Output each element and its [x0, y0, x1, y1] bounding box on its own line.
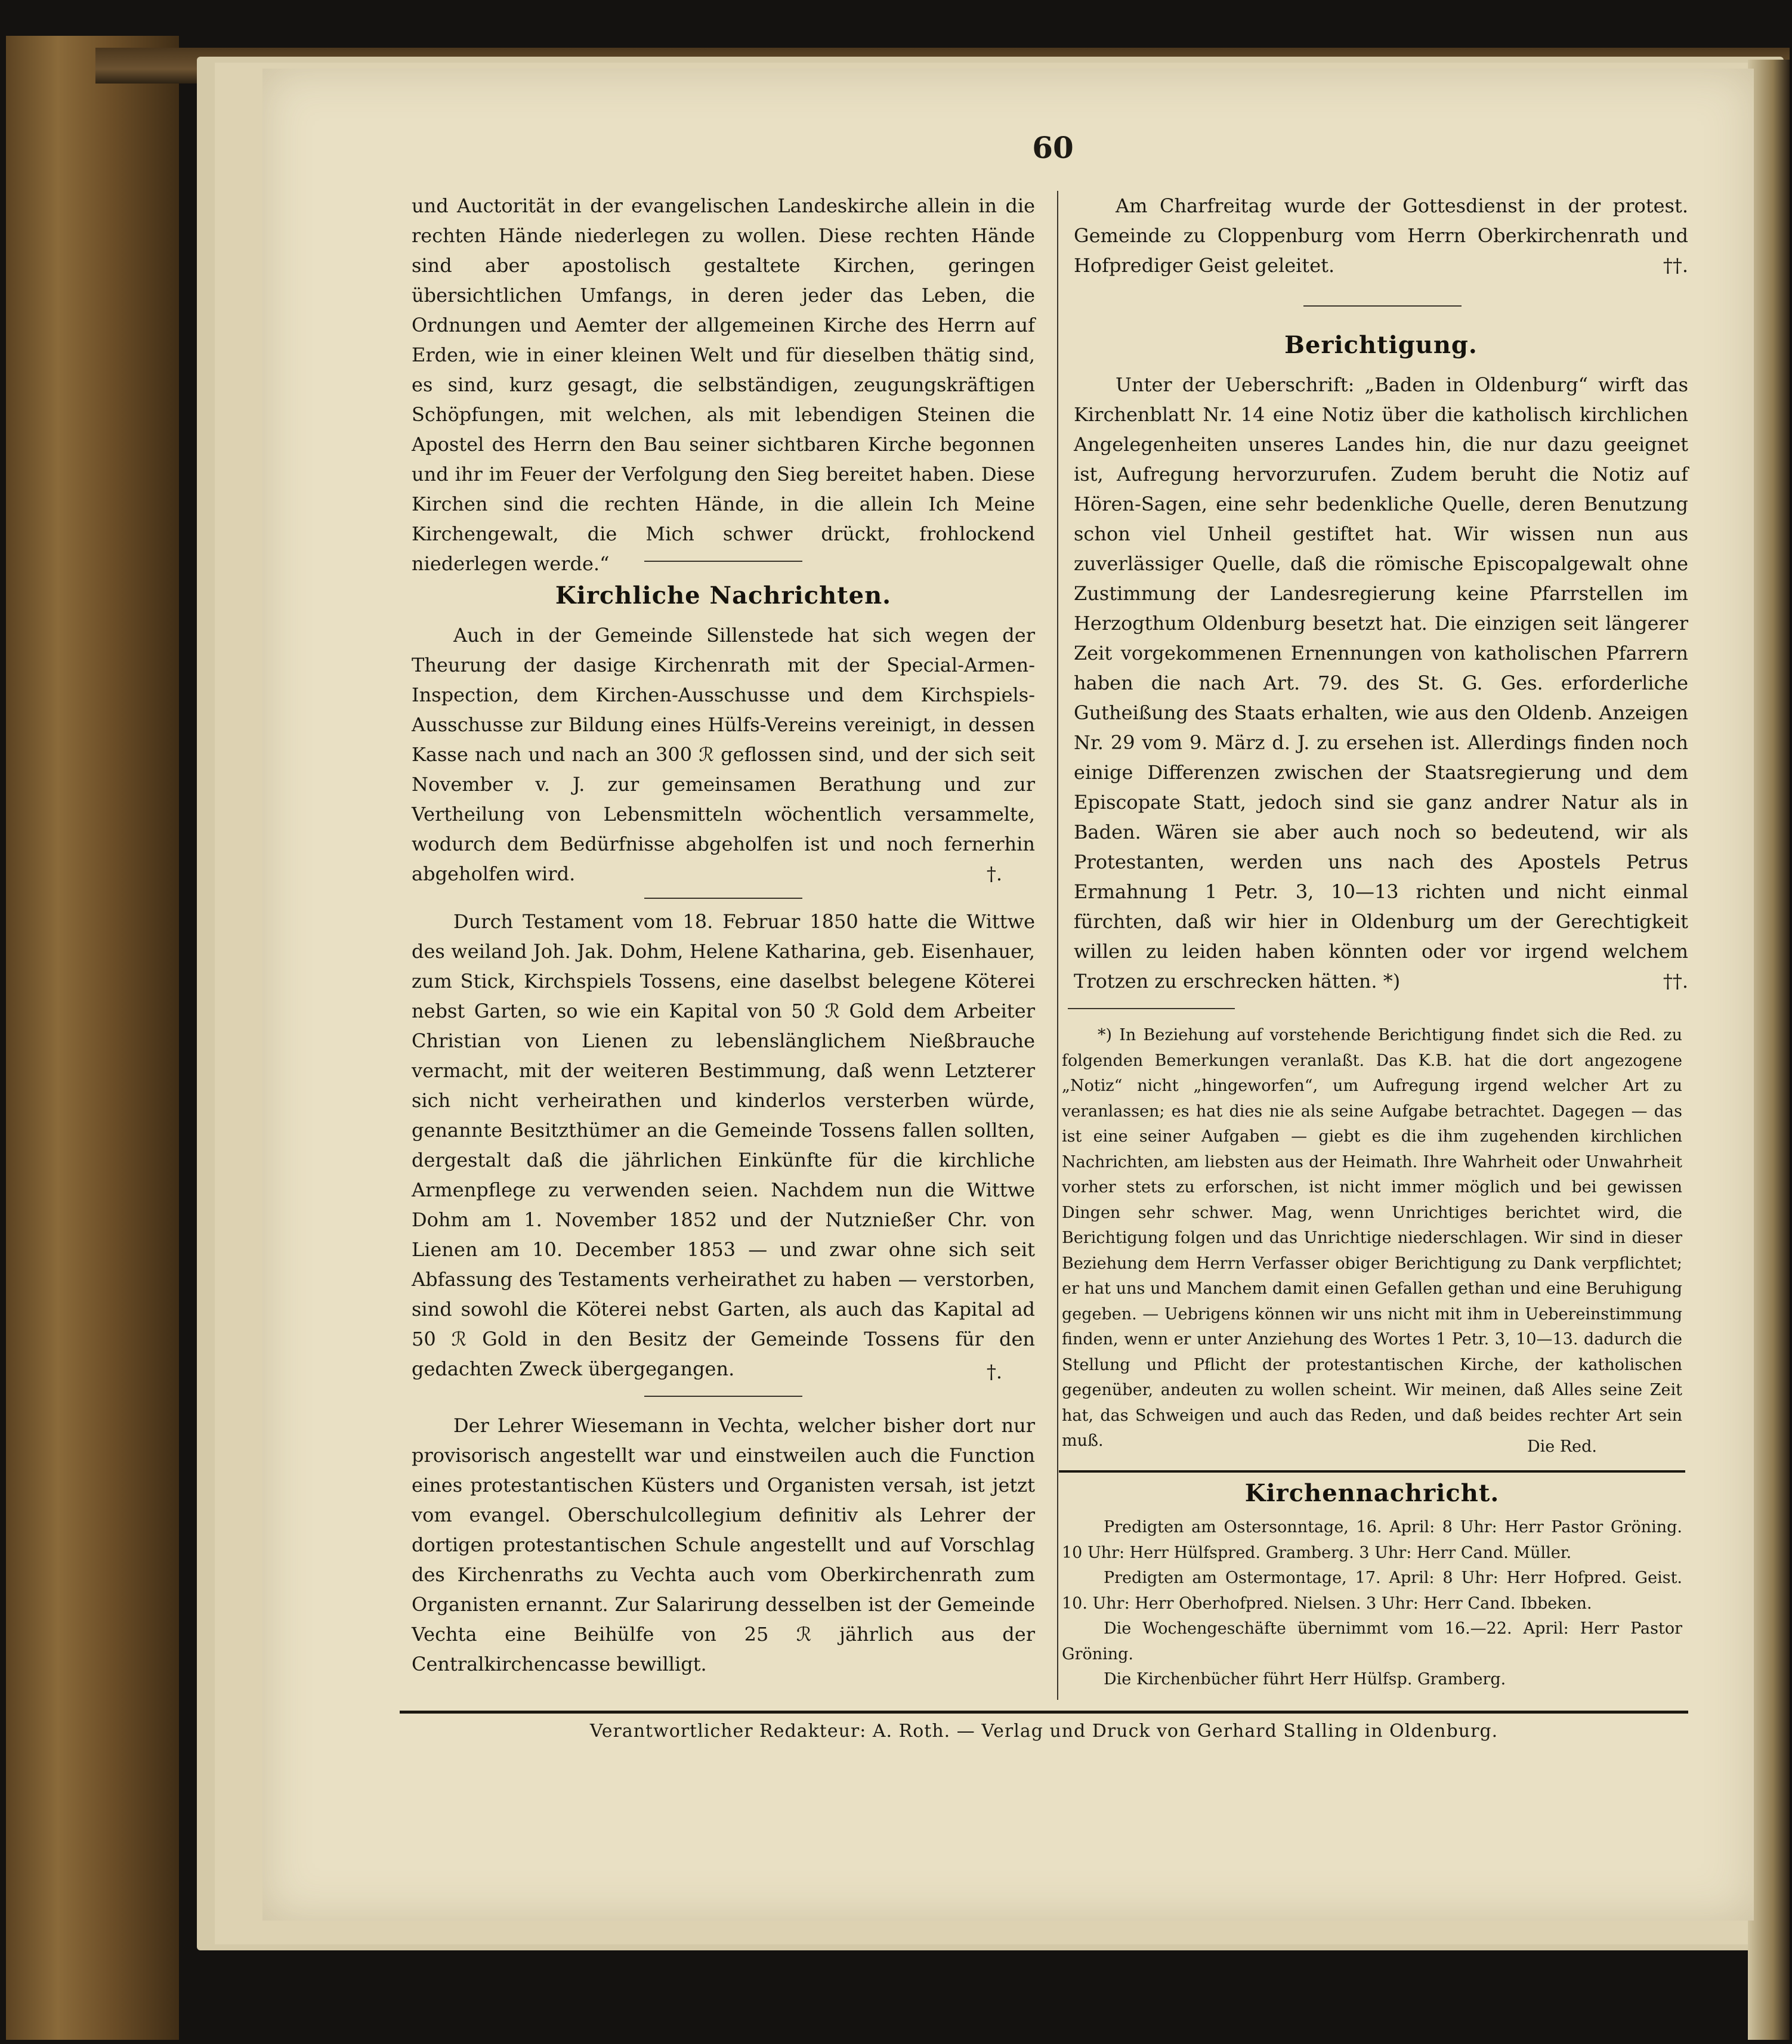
section-heading-kirchliche-nachrichten: Kirchliche Nachrichten. [555, 582, 892, 610]
article-sillenstede-text: Auch in der Gemeinde Sillenstede hat sich wegen der Theurung der dasige Kirchenrath mit der Special-Armen-Inspection, dem Kirchen-Ausschusse und dem Kirchspiels-Ausschusse zur Bildung eines Hülfs-Vereins vereinigt, in dessen Kasse nach und nach an 300 ℛ geflossen sind, und der sich seit November v. J. zur gemeinsamen Berathung und zur Vertheilung von Lebensmitteln wöchentlich versammelte, wodurch dem Bedürfnisse abgeholfen ist und noch fernerhin abgeholfen wird. [412, 624, 1035, 885]
correction-text: Unter der Ueberschrift: „Baden in Oldenburg“ wirft das Kirchenblatt Nr. 14 eine Notiz über die katholisch kirchlichen Angelegenheiten unseres Landes hin, die nur dazu geeignet ist, Aufregung hervorzurufen. Zudem beruht die Notiz auf Hören-Sagen, eine sehr bedenkliche Quelle, deren Benutzung schon viel Unheil gestiftet hat. Wir wissen nun aus zuverlässiger Quelle, daß die römische Episcopalgewalt ohne Zustimmung der Landesregierung keine Pfarrstellen im Herzogthum Oldenburg besetzt hat. Die einzigen seit längerer Zeit vorgekommenen Ernennungen von katholischen Pfarrern haben die nach Art. 79. des St. G. Ges. erforderliche Gutheißung des Staats erhalten, wie aus den Oldenb. Anzeigen Nr. 29 vom 9. März d. J. zu ersehen ist. Allerdings finden noch einige Differenzen zwischen der Staatsregierung und dem Episcopate Statt, jedoch sind sie ganz andrer Natur als in Baden. Wären sie aber auch noch so bedeutend, wir als Protestanten, werden uns nach des Apostels Petrus Ermahnung 1 Petr. 3, 10—13 richten und nicht einmal fürchten, daß wir hier in Oldenburg um der Gerechtigkeit willen zu leiden haben könnten oder vor irgend welchem Trotzen zu erschrecken hätten. *) [1074, 373, 1688, 992]
footnote-text: *) In Beziehung auf vorstehende Berichtigung findet sich die Red. zu folgenden Bemerkungen veranlaßt. Das K.B. hat die dort angezogene „Notiz“ nicht „hingeworfen“, um Aufregung irgend welcher Art zu veranlassen; es hat dies nie als seine Aufgabe betrachtet. Dagegen — das ist eine seiner Aufgaben — giebt es die ihm zugehenden kirchlichen Nachrichten, am liebsten aus der Heimath. Ihre Wahrheit oder Unwahrheit vorher stets zu erforschen, ist nicht immer möglich und bei gewissen Dingen sehr schwer. Mag, wenn Unrichtiges berichtet wird, die Berichtigung folgen und das Unrichtige niederschlagen. Wir sind in dieser Beziehung dem Herrn Verfasser obiger Berichtigung zu Dank verpflichtet; er hat uns und Manchem damit einen Gefallen gethan und eine Beruhigung gegeben. — Uebrigens können wir uns nicht mit ihm in Uebereinstimmung finden, wenn er unter Anziehung des Wortes 1 Petr. 3, 10—13. dadurch die Stellung und Pflicht der protestantischen Kirche, der katholischen gegenüber, andeuten zu wollen scheint. Wir meinen, daß Alles seine Zeit hat, das Schweigen und auch das Reden, und daß beides rechter Art sein muß. [1062, 1026, 1682, 1450]
article-vechta [412, 1411, 1035, 1679]
right-page-edge [1748, 60, 1790, 2040]
footnote-divider [1068, 1008, 1235, 1009]
left-divider-3 [644, 1396, 802, 1397]
left-divider-1 [644, 561, 802, 562]
correction-article [1074, 370, 1688, 996]
intro-sign: ††. [1663, 254, 1688, 277]
page-number: 60 [1032, 130, 1074, 165]
article-sillenstede-sign: †. [986, 862, 1002, 885]
article-sillenstede [412, 620, 1035, 889]
footnote [1062, 1023, 1682, 1454]
column-separator [1057, 191, 1058, 1700]
left-divider-2 [644, 898, 802, 899]
book-binding-left [6, 36, 179, 2040]
church-news-item: Die Wochengeschäfte übernimmt vom 16.—22. April: Herr Pastor Gröning. [1062, 1619, 1682, 1663]
left-column [412, 191, 1035, 579]
church-news-top-rule [1059, 1470, 1685, 1473]
article-vechta-text: Der Lehrer Wiesemann in Vechta, welcher bisher dort nur provisorisch angestellt war und einstweilen auch die Function eines protestantischen Küsters und Organisten versah, ist jetzt vom evangel. Oberschulcollegium definitiv als Lehrer der dortigen protestantischen Schule angestellt und auf Vorschlag des Kirchenraths zu Vechta auch vom Oberkirchenrath zum Organisten ernannt. Zur Salarirung desselben ist der Gemeinde Vechta eine Beihülfe von 25 ℛ jährlich aus der Centralkirchencasse bewilligt. [412, 1414, 1035, 1675]
footer-imprint: Verantwortlicher Redakteur: A. Roth. — Verlag und Druck von Gerhard Stalling in Oldenburg. [589, 1721, 1499, 1742]
correction-heading: Berichtigung. [1284, 331, 1478, 359]
intro-paragraph: Am Charfreitag wurde der Gottesdienst in der protest. Gemeinde zu Cloppenburg vom Herrn Oberkirchenrath und Hofprediger Geist geleitet. [1074, 194, 1688, 277]
church-news-item: Die Kirchenbücher führt Herr Hülfsp. Gramberg. [1104, 1670, 1506, 1689]
article-tossens-sign: †. [986, 1360, 1002, 1383]
church-news-item: Predigten am Ostermontage, 17. April: 8 Uhr: Herr Hofpred. Geist. 10. Uhr: Herr Oberhofpred. Nielsen. 3 Uhr: Herr Cand. Ibbeken. [1062, 1569, 1682, 1613]
footnote-sign: Die Red. [1527, 1437, 1598, 1456]
right-divider-1 [1303, 305, 1462, 307]
continuation-paragraph: und Auctorität in der evangelischen Landeskirche allein in die rechten Hände niederlegen zu wollen. Diese rechten Hände sind aber apostolisch gestaltete Kirchen, geringen übersichtlichen Umfangs, in deren jeder das Leben, die Ordnungen und Aemter der allgemeinen Kirche des Herrn auf Erden, wie in einer kleinen Welt und für dieselben thätig sind, es sind, kurz gesagt, die selbständigen, zeugungskräftigen Schöpfungen, mit welchen, als mit lebendigen Steinen die Apostel des Herrn den Bau seiner sichtbaren Kirche begonnen und ihr im Feuer der Verfolgung den Sieg bereitet haben. Diese Kirchen sind die rechten Hände, in die allein Ich Meine Kirchengewalt, die Mich schwer drückt, frohlockend niederlegen werde.“ [412, 194, 1035, 575]
church-news-heading: Kirchennachricht. [1244, 1479, 1500, 1507]
correction-sign: ††. [1663, 970, 1688, 992]
church-news-list [1062, 1515, 1682, 1693]
article-tossens [412, 907, 1035, 1384]
footer-rule [400, 1711, 1688, 1714]
church-news-item: Predigten am Ostersonntage, 16. April: 8 Uhr: Herr Pastor Gröning. 10 Uhr: Herr Hülfspred. Gramberg. 3 Uhr: Herr Cand. Müller. [1062, 1518, 1682, 1562]
article-tossens-text: Durch Testament vom 18. Februar 1850 hatte die Wittwe des weiland Joh. Jak. Dohm, Helene Katharina, geb. Eisenhauer, zum Stick, Kirchspiels Tossens, eine daselbst belegene Köterei nebst Garten, so wie ein Kapital von 50 ℛ Gold dem Arbeiter Christian von Lienen zu lebenslänglichem Nießbrauche vermacht, mit der weiteren Bestimmung, daß wenn Letzterer sich nicht verheirathen und kinderlos versterben würde, genannte Besitzthümer an die Gemeinde Tossens fallen sollten, dergestalt daß die jährlichen Einkünfte für die kirchliche Armenpflege zu verwenden seien. Nachdem nun die Wittwe Dohm am 1. November 1852 und der Nutznießer Chr. von Lienen am 10. December 1853 — und zwar ohne sich seit Abfassung des Testaments verheirathet zu haben — verstorben, sind sowohl die Köterei nebst Garten, als auch das Kapital ad 50 ℛ Gold in den Besitz der Gemeinde Tossens für den gedachten Zweck übergegangen. [412, 910, 1035, 1380]
